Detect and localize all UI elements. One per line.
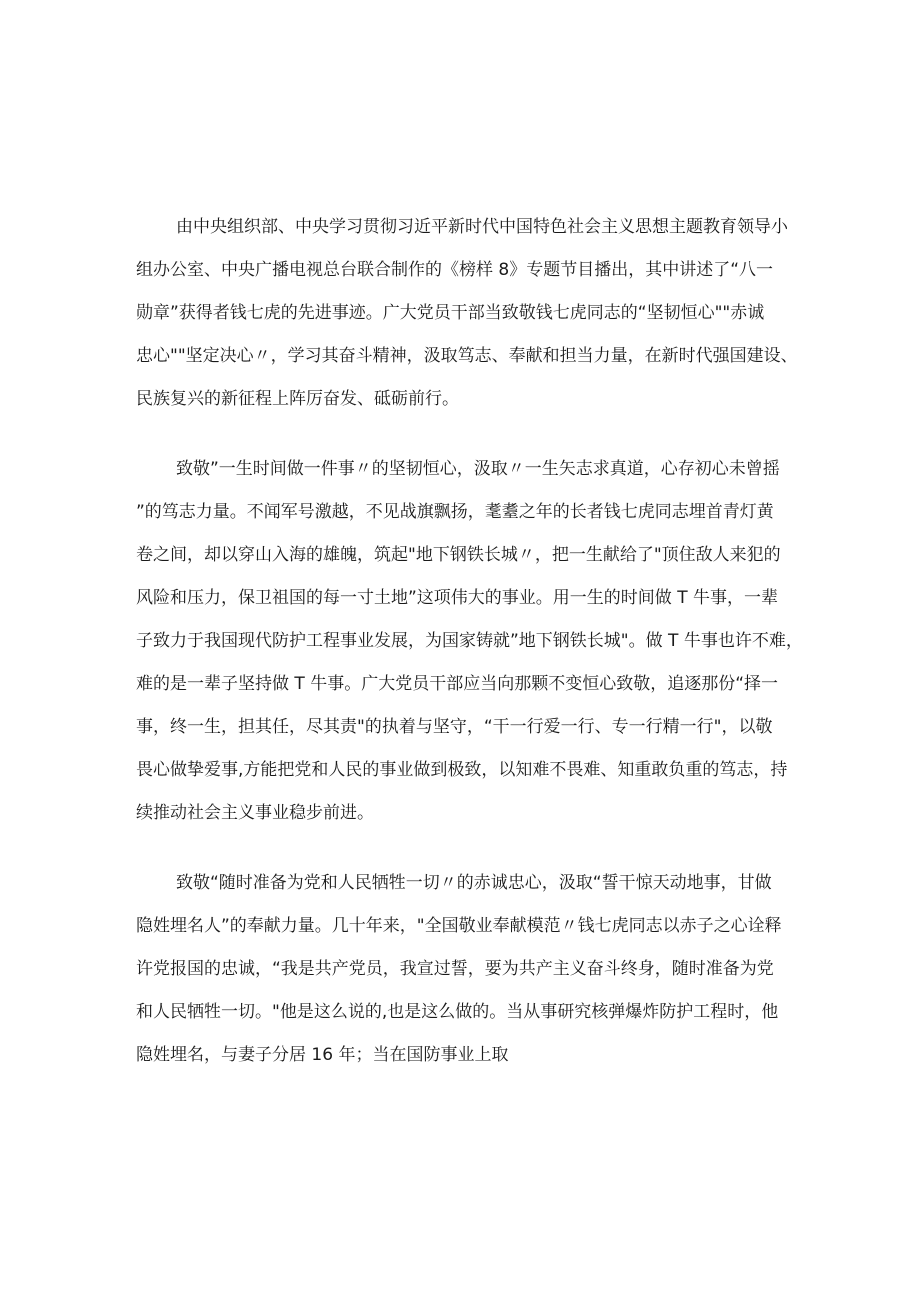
text-line: 由中央组织部、中央学习贯彻习近平新时代中国特色社会主义思想主题教育领导小 [176,217,788,237]
text-line: 续推动社会主义事业稳步前进。 [136,803,374,823]
text-line: 勋章”获得者钱七虎的先进事迹。广大党员干部当致敬钱七虎同志的“坚韧恒心""赤诚 [136,303,765,323]
text-line: 子致力于我国现代防护工程事业发展，为国家铸就”地下钢铁长城"。做 T 牛事也许不难， [136,631,803,651]
text-line: 风险和压力，保卫祖国的每一寸土地”这项伟大的事业。用一生的时间做 T 牛事，一辈 [136,588,778,608]
text-line: 致敬”一生时间做一件事〃的坚韧恒心，汲取〃一生矢志求真道，心存初心未曾摇 [176,459,780,479]
text-line: 组办公室、中央广播电视总台联合制作的《榜样 8》专题节目播出，其中讲述了“八一 [136,260,774,280]
text-line: 难的是一辈子坚持做 T 牛事。广大党员干部应当向那颗不变恒心致敬，追逐那份“择一 [136,674,778,694]
text-line: 事，终一生，担其任，尽其责"的执着与坚守，“干一行爱一行、专一行精一行"，以敬 [136,717,773,737]
text-line: ”的笃志力量。不闻军号激越，不见战旗飘扬，耄耋之年的长者钱七虎同志埋首青灯黄 [136,502,774,522]
text-line: 隐姓埋名，与妻子分居 16 年；当在国防事业上取 [136,1045,509,1065]
text-line: 隐姓埋名人”的奉献力量。几十年来，"全国敬业奉献模范〃钱七虎同志以赤子之心诠释 [136,916,782,936]
text-line: 畏心做挚爱事,方能把党和人民的事业做到极致，以知难不畏难、知重敢负重的笃志，持 [136,760,788,780]
text-line: 忠心""坚定决心〃，学习其奋斗精神，汲取笃志、奉献和担当力量，在新时代强国建设、 [136,346,798,366]
text-line: 卷之间，却以穿山入海的雄魄，筑起"地下钢铁长城〃，把一生献给了"顶住敌人来犯的 [136,545,781,565]
text-line: 和人民牺牲一切。"他是这么说的,也是这么做的。当从事研究核弹爆炸防护工程时，他 [136,1002,779,1022]
text-line: 民族复兴的新征程上阵厉奋发、砥砺前行。 [136,389,459,409]
text-line: 许党报国的忠诚，“我是共产党员，我宣过誓，要为共产主义奋斗终身，随时准备为党 [136,959,774,979]
text-line: 致敬“随时准备为党和人民牺牲一切〃的赤诚忠心，汲取“誓干惊天动地事，甘做 [176,873,772,893]
